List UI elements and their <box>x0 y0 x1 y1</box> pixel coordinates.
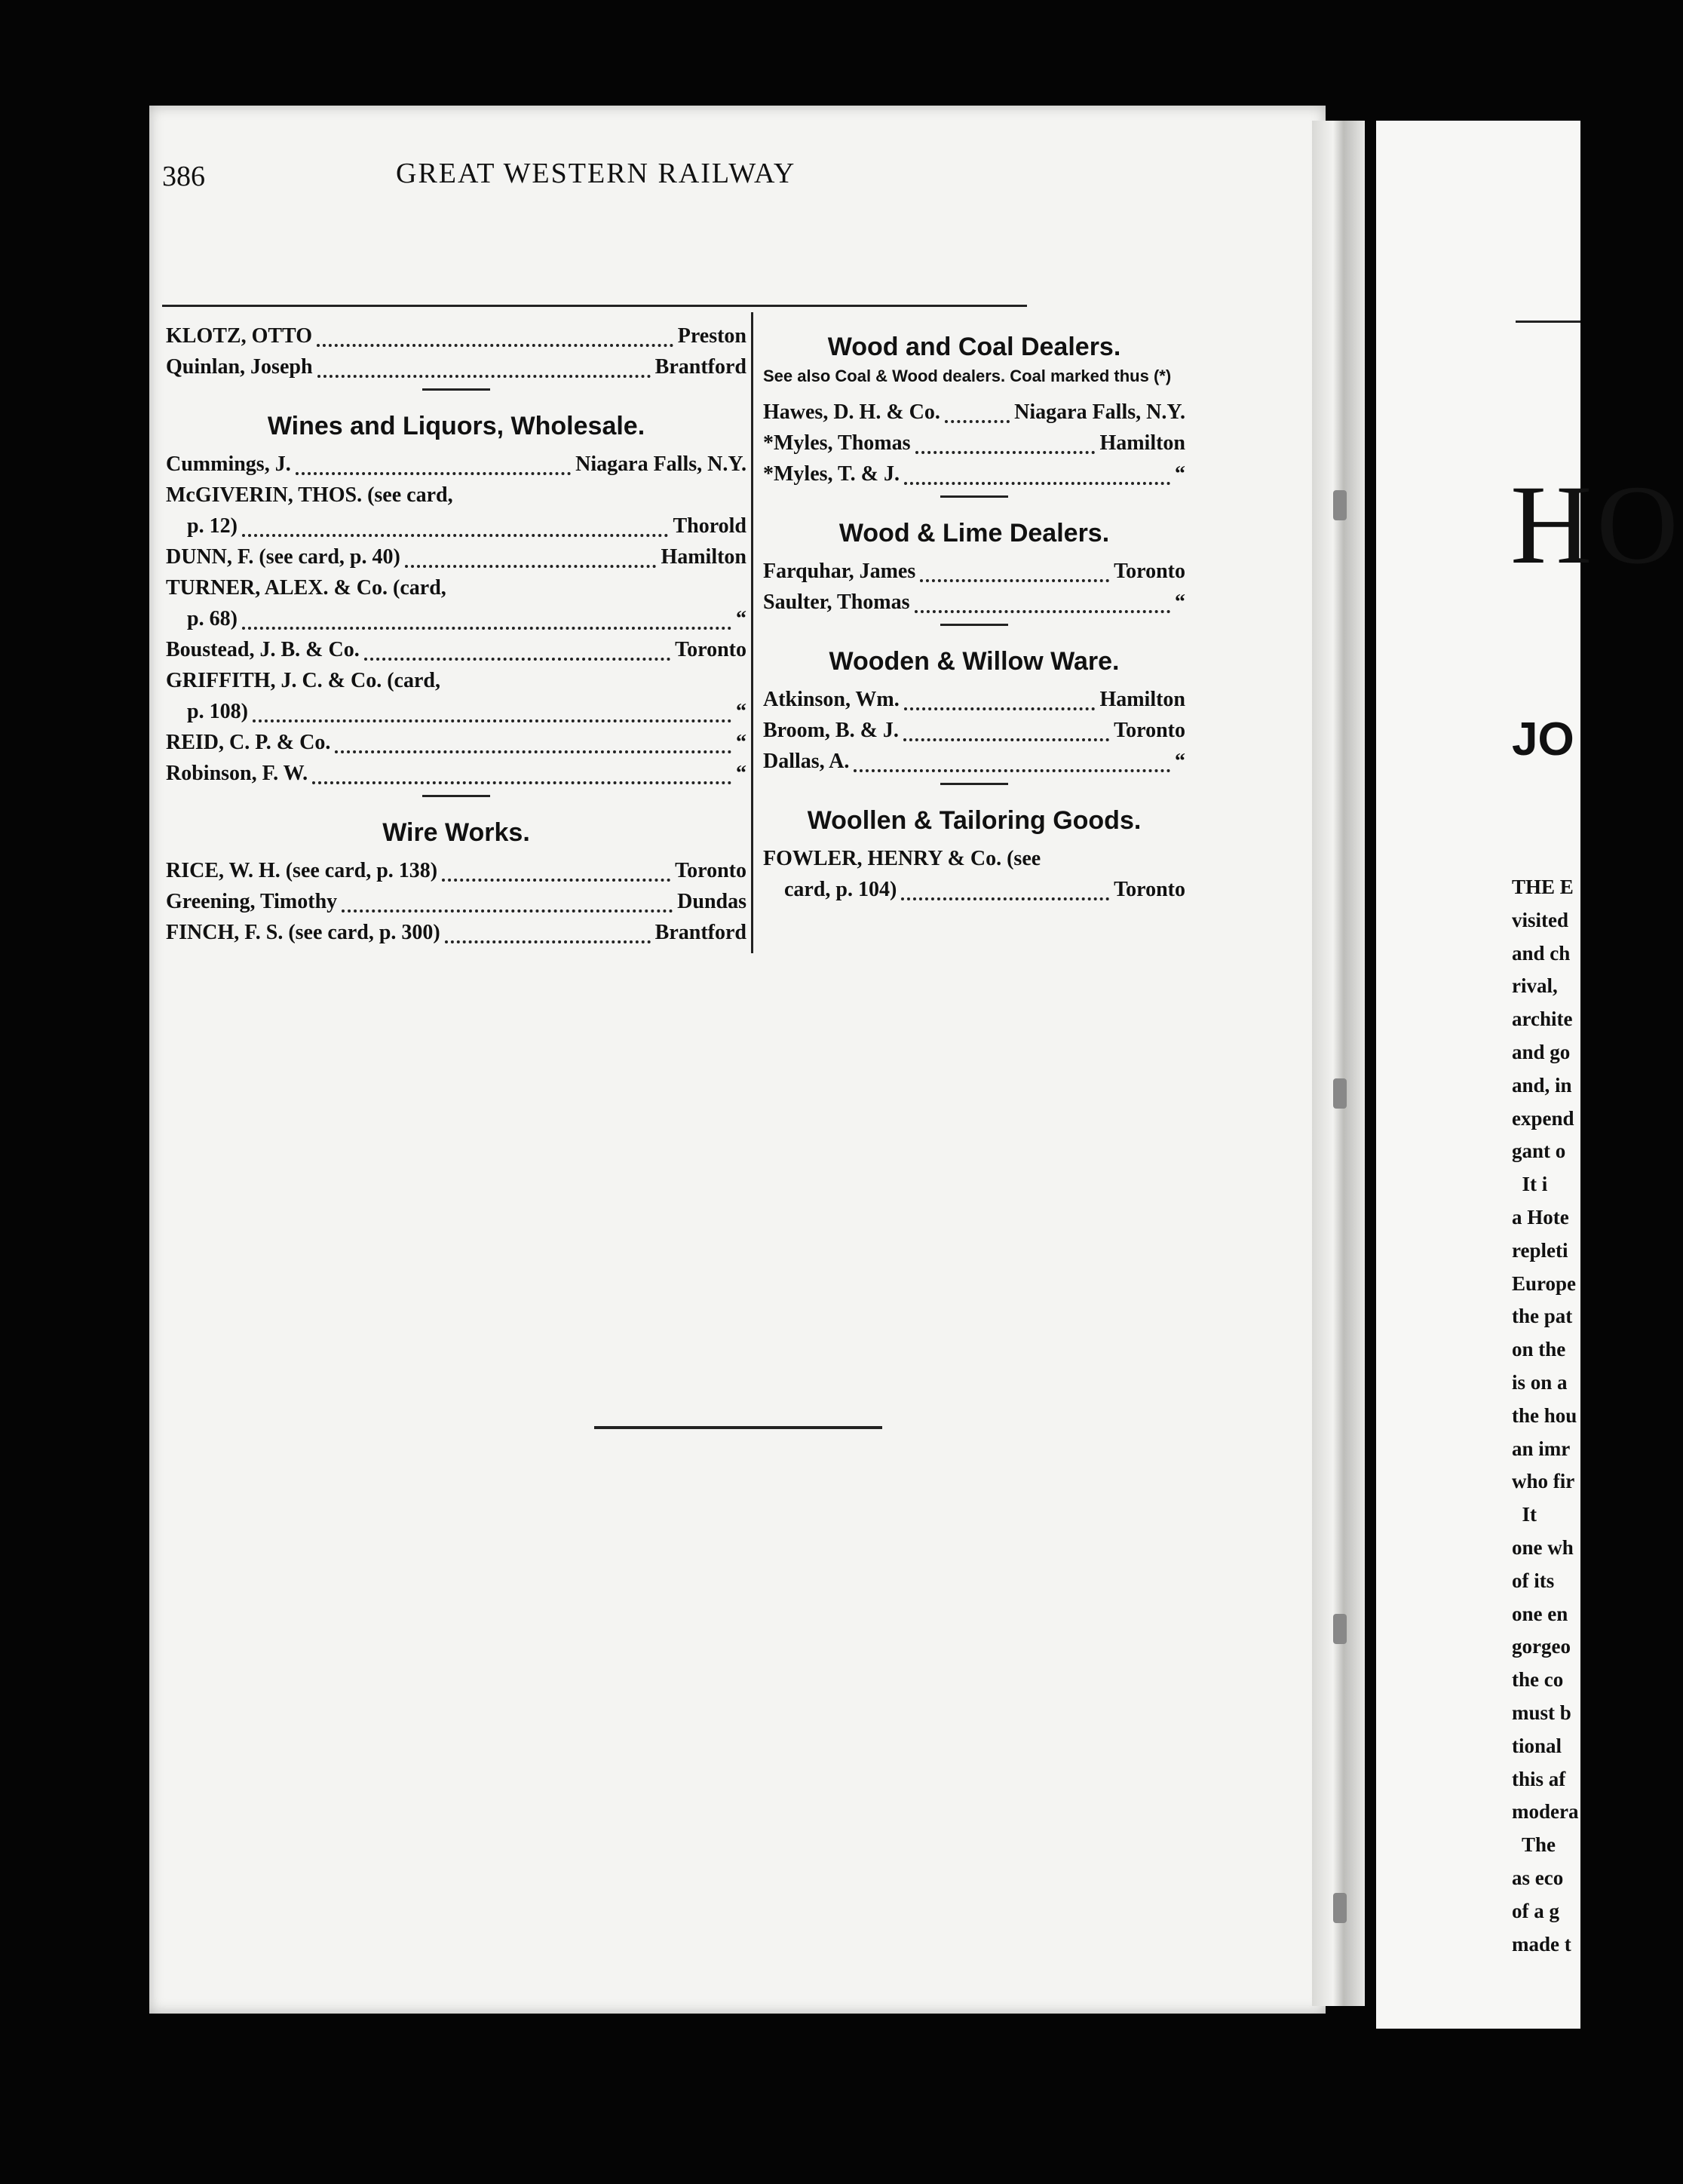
entry-name: RICE, W. H. (see card, p. 138) <box>166 859 438 882</box>
entry-name: McGIVERIN, THOS. (see card, <box>166 483 453 507</box>
directory-entry <box>166 696 746 727</box>
entry-place: Preston <box>677 324 746 348</box>
section-title-wines: Wines and Liquors, Wholesale. <box>267 412 645 440</box>
directory-entry <box>763 715 1185 746</box>
leader-dots <box>342 900 673 913</box>
directory-entry <box>166 541 746 572</box>
section-rule <box>940 624 1008 626</box>
section-note: See also Coal & Wood dealers. Coal marked thus (*) <box>763 367 1172 385</box>
section-title-woollen: Woollen & Tailoring Goods. <box>807 806 1142 835</box>
entry-name: *Myles, T. & J. <box>763 462 900 486</box>
entry-name: Greening, Timothy <box>166 890 338 913</box>
binding-thread <box>1333 1893 1347 1923</box>
leader-dots <box>312 772 731 784</box>
entry-place: Toronto <box>1114 560 1185 583</box>
column-divider <box>751 312 753 953</box>
directory-entry <box>763 459 1185 489</box>
entry-name: Broom, B. & J. <box>763 719 899 742</box>
entry-place: Niagara Falls, N.Y. <box>1014 400 1185 424</box>
leader-dots <box>442 870 670 882</box>
entry-name: Saulter, Thomas <box>763 590 910 614</box>
top-entries <box>166 321 746 382</box>
right-page-display-letters: HO <box>1510 462 1683 587</box>
leader-dots <box>242 618 731 630</box>
leader-dots <box>364 649 670 661</box>
entry-name: FOWLER, HENRY & Co. (see <box>763 847 1041 870</box>
entry-name: p. 12) <box>187 514 238 538</box>
directory-entry <box>166 480 746 511</box>
entry-place: Toronto <box>675 638 746 661</box>
entry-name: DUNN, F. (see card, p. 40) <box>166 545 400 569</box>
directory-entry <box>166 603 746 634</box>
section-rule <box>422 795 490 797</box>
section-title-wooden-willow: Wooden & Willow Ware. <box>829 647 1120 676</box>
section-rule <box>940 495 1008 498</box>
directory-entry <box>763 684 1185 715</box>
directory-entry <box>166 917 746 948</box>
entry-place: Hamilton <box>661 545 746 569</box>
entry-place: Brantford <box>654 921 746 944</box>
leader-dots <box>903 729 1109 741</box>
entry-place: “ <box>736 762 746 785</box>
directory-entry <box>166 727 746 758</box>
wooden-willow-list <box>763 684 1185 777</box>
section-rule <box>940 783 1008 785</box>
entry-name: Quinlan, Joseph <box>166 355 313 379</box>
entry-name: Boustead, J. B. & Co. <box>166 638 360 661</box>
entry-place: Brantford <box>654 355 746 379</box>
directory-entry <box>166 449 746 480</box>
entry-place: “ <box>736 731 746 754</box>
wire-list <box>166 855 746 948</box>
entry-name: *Myles, Thomas <box>763 431 911 455</box>
leader-dots <box>253 710 731 722</box>
end-rule <box>594 1426 882 1429</box>
page-header <box>162 151 1022 204</box>
leader-dots <box>920 570 1109 582</box>
entry-place: Niagara Falls, N.Y. <box>575 452 746 476</box>
section-rule <box>422 388 490 391</box>
wood-lime-list <box>763 556 1185 618</box>
entry-place: Hamilton <box>1099 431 1185 455</box>
directory-entry <box>763 843 1185 874</box>
entry-place: Toronto <box>1114 878 1185 901</box>
binding-thread <box>1333 1614 1347 1644</box>
right-page-text: THE E visited and ch rival, archite and go and, in expend gant o It i a Hote repleti Europe the pat on the is on a the hou an imr who fir It one wh of its one en gorgeo the co must b tional this af modera The as eco of a g made t <box>1512 876 1579 1955</box>
leader-dots <box>915 601 1171 613</box>
leader-dots <box>445 931 651 943</box>
directory-entry <box>166 886 746 917</box>
wood-coal-list <box>763 397 1185 489</box>
binding-thread <box>1333 1078 1347 1109</box>
directory-entry <box>763 397 1185 428</box>
entry-name: GRIFFITH, J. C. & Co. (card, <box>166 669 440 692</box>
leader-dots <box>854 760 1170 772</box>
entry-name: KLOTZ, OTTO <box>166 324 312 348</box>
entry-name: Dallas, A. <box>763 750 850 773</box>
leader-dots <box>242 525 669 537</box>
left-column <box>166 321 746 948</box>
running-title: GREAT WESTERN RAILWAY <box>396 158 796 189</box>
directory-entry <box>166 758 746 789</box>
entry-name: FINCH, F. S. (see card, p. 300) <box>166 921 440 944</box>
directory-entry <box>166 351 746 382</box>
entry-place: Toronto <box>675 859 746 882</box>
section-title-wire: Wire Works. <box>382 818 530 847</box>
directory-entry <box>166 511 746 541</box>
wines-list <box>166 449 746 789</box>
entry-name: REID, C. P. & Co. <box>166 731 331 754</box>
entry-name: Robinson, F. W. <box>166 762 308 785</box>
entry-place: “ <box>736 700 746 723</box>
leader-dots <box>405 556 657 568</box>
page-edge <box>1312 121 1365 2006</box>
leader-dots <box>945 411 1010 423</box>
leader-dots <box>296 463 571 475</box>
section-title-wood-coal: Wood and Coal Dealers. <box>827 333 1121 361</box>
directory-entry <box>166 321 746 351</box>
entry-place: Dundas <box>677 890 746 913</box>
directory-entry <box>166 572 746 603</box>
entry-name: Atkinson, Wm. <box>763 688 900 711</box>
header-rule <box>162 305 1027 307</box>
directory-entry <box>166 634 746 665</box>
right-column <box>763 321 1185 905</box>
directory-entry <box>166 665 746 696</box>
entry-name: p. 68) <box>187 607 238 630</box>
directory-entry <box>763 428 1185 459</box>
directory-entry <box>166 855 746 886</box>
entry-place: Toronto <box>1114 719 1185 742</box>
entry-name: Farquhar, James <box>763 560 916 583</box>
directory-entry <box>763 746 1185 777</box>
entry-place: “ <box>1175 750 1185 773</box>
leader-dots <box>317 366 651 378</box>
entry-place: Hamilton <box>1099 688 1185 711</box>
directory-entry <box>763 587 1185 618</box>
leader-dots <box>904 698 1096 710</box>
leader-dots <box>904 473 1170 485</box>
entry-name: Hawes, D. H. & Co. <box>763 400 940 424</box>
directory-entry <box>763 556 1185 587</box>
entry-place: “ <box>736 607 746 630</box>
leader-dots <box>915 442 1096 454</box>
entry-name: TURNER, ALEX. & Co. (card, <box>166 576 446 600</box>
entry-place: “ <box>1175 462 1185 486</box>
leader-dots <box>901 888 1109 900</box>
binding-thread <box>1333 490 1347 520</box>
right-page-heading: JO <box>1512 713 1574 765</box>
section-title-wood-lime: Wood & Lime Dealers. <box>838 519 1110 548</box>
leader-dots <box>335 741 731 753</box>
right-page-rule <box>1516 321 1580 323</box>
woollen-list <box>763 843 1185 905</box>
entry-place: Thorold <box>673 514 746 538</box>
entry-name: p. 108) <box>187 700 248 723</box>
page-number: 386 <box>162 161 205 192</box>
directory-entry <box>763 874 1185 905</box>
entry-name: card, p. 104) <box>784 878 897 901</box>
leader-dots <box>317 335 673 347</box>
entry-name: Cummings, J. <box>166 452 291 476</box>
entry-place: “ <box>1175 590 1185 614</box>
